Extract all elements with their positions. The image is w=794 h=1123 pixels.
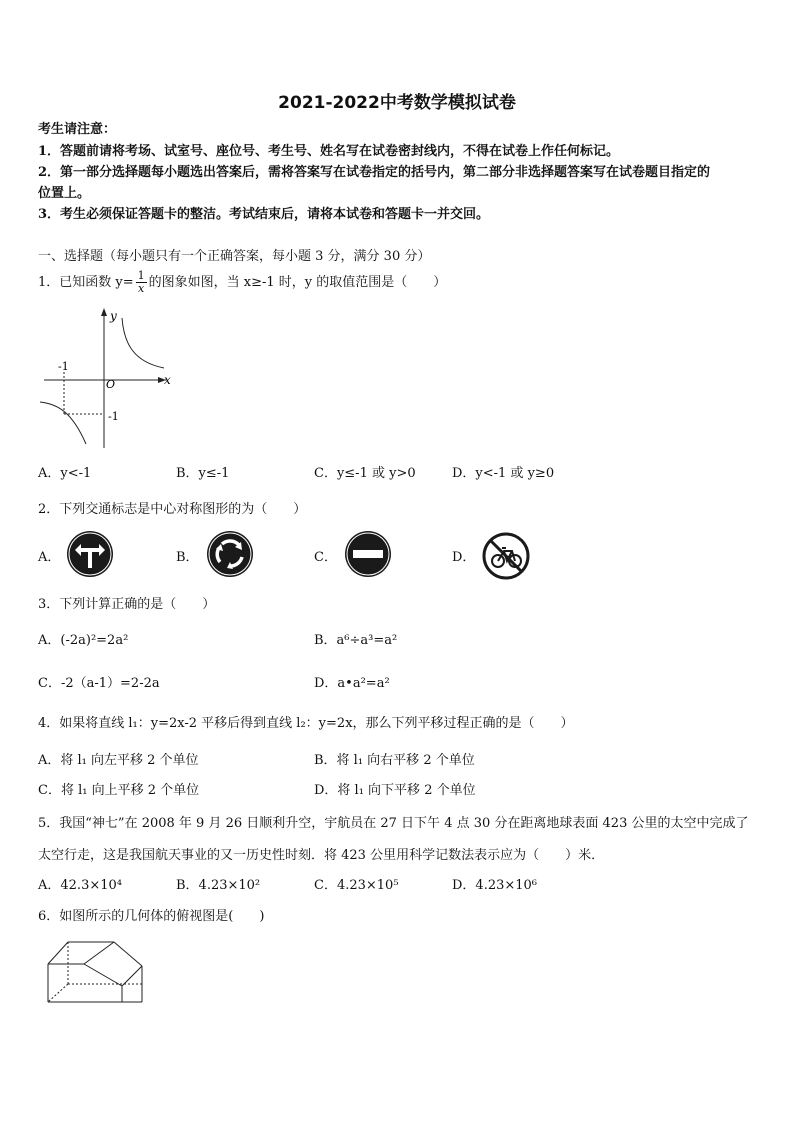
origin-label: O — [106, 378, 116, 391]
q4-option-c: C．将 l₁ 向上平移 2 个单位 — [38, 783, 200, 798]
q3-option-a: A．(-2a)²=2a² — [38, 633, 129, 648]
q6-solid-figure — [44, 936, 148, 1008]
q3-option-c: C．-2（a-1）=2-2a — [38, 676, 160, 691]
q5-option-c: C．4.23×10⁵ — [314, 878, 399, 893]
q4-option-b: B．将 l₁ 向右平移 2 个单位 — [314, 753, 475, 768]
notice-item-1: 1．答题前请将考场、试室号、座位号、考生号、姓名写在试卷密封线内，不得在试卷上作任何标记。 — [38, 144, 620, 159]
q1-option-c: C．y≤-1 或 y>0 — [314, 466, 416, 481]
no-entry-sign-icon — [344, 530, 392, 578]
question-5-stem-line-2: 太空行走，这是我国航天事业的又一历史性时刻．将 423 公里用科学记数法表示应为（ ）米． — [38, 848, 605, 863]
q2-option-c: C． — [314, 550, 337, 565]
x-axis-label: x — [164, 373, 171, 387]
q1-text-post: 的图象如图，当 x≥-1 时，y 的取值范围是（ ） — [148, 275, 447, 290]
q1-option-a: A．y<-1 — [38, 466, 92, 481]
y-axis-arrow-icon — [101, 308, 107, 316]
q3-option-b: B．a⁶÷a³=a² — [314, 633, 398, 648]
q1-option-d: D．y<-1 或 y≥0 — [452, 466, 555, 481]
fraction-numerator: 1 — [137, 269, 145, 282]
fraction-denominator: x — [138, 282, 145, 295]
page-title: 2021-2022中考数学模拟试卷 — [278, 93, 516, 113]
question-1-stem — [38, 270, 446, 295]
no-bicycle-sign-icon — [482, 532, 530, 580]
question-4-stem: 4．如果将直线 l₁：y=2x-2 平移后得到直线 l₂：y=2x，那么下列平移过程正确的是（ ） — [38, 716, 574, 731]
y-axis-label: y — [110, 309, 117, 323]
curve-branch-positive — [122, 318, 164, 368]
notice-heading: 考生请注意： — [38, 122, 117, 137]
fraction — [136, 270, 147, 295]
q1-function-graph — [36, 306, 176, 451]
notice-item-2: 2．第一部分选择题每小题选出答案后，需将答案写在试卷指定的括号内，第二部分非选择题答案写在试卷题目指定的 — [38, 165, 711, 180]
notice-item-3: 3．考生必须保证答题卡的整洁。考试结束后，请将本试卷和答题卡一并交回。 — [38, 207, 490, 222]
section-heading: 一、选择题（每小题只有一个正确答案，每小题 3 分，满分 30 分） — [38, 249, 431, 264]
q2-option-b: B． — [176, 550, 199, 565]
q5-option-b: B．4.23×10² — [176, 878, 261, 893]
question-3-stem: 3．下列计算正确的是（ ） — [38, 597, 216, 612]
q1-option-b: B．y≤-1 — [176, 466, 230, 481]
question-6-stem: 6．如图所示的几何体的俯视图是( ) — [38, 909, 265, 924]
q5-option-a: A．42.3×10⁴ — [38, 878, 122, 893]
notice-item-2-cont: 位置上。 — [38, 186, 91, 201]
q2-option-d: D． — [452, 550, 476, 565]
q4-option-a: A．将 l₁ 向左平移 2 个单位 — [38, 753, 199, 768]
roundabout-sign-icon — [206, 530, 254, 578]
turn-left-right-sign-icon — [66, 530, 114, 578]
question-5-stem-line-1: 5．我国“神七”在 2008 年 9 月 26 日顺利升空，宇航员在 27 日下午 4 点 30 分在距离地球表面 423 公里的太空中完成了 — [38, 816, 749, 831]
q5-option-d: D．4.23×10⁶ — [452, 878, 538, 893]
x-tick-label: -1 — [58, 360, 69, 373]
y-tick-label: -1 — [108, 410, 119, 423]
curve-branch-negative — [40, 402, 86, 444]
question-2-stem: 2．下列交通标志是中心对称图形的为（ ） — [38, 502, 307, 517]
q4-option-d: D．将 l₁ 向下平移 2 个单位 — [314, 783, 476, 798]
q2-option-a: A． — [38, 550, 61, 565]
q1-text-pre: 1．已知函数 y= — [38, 275, 134, 290]
q3-option-d: D．a•a²=a² — [314, 676, 390, 691]
